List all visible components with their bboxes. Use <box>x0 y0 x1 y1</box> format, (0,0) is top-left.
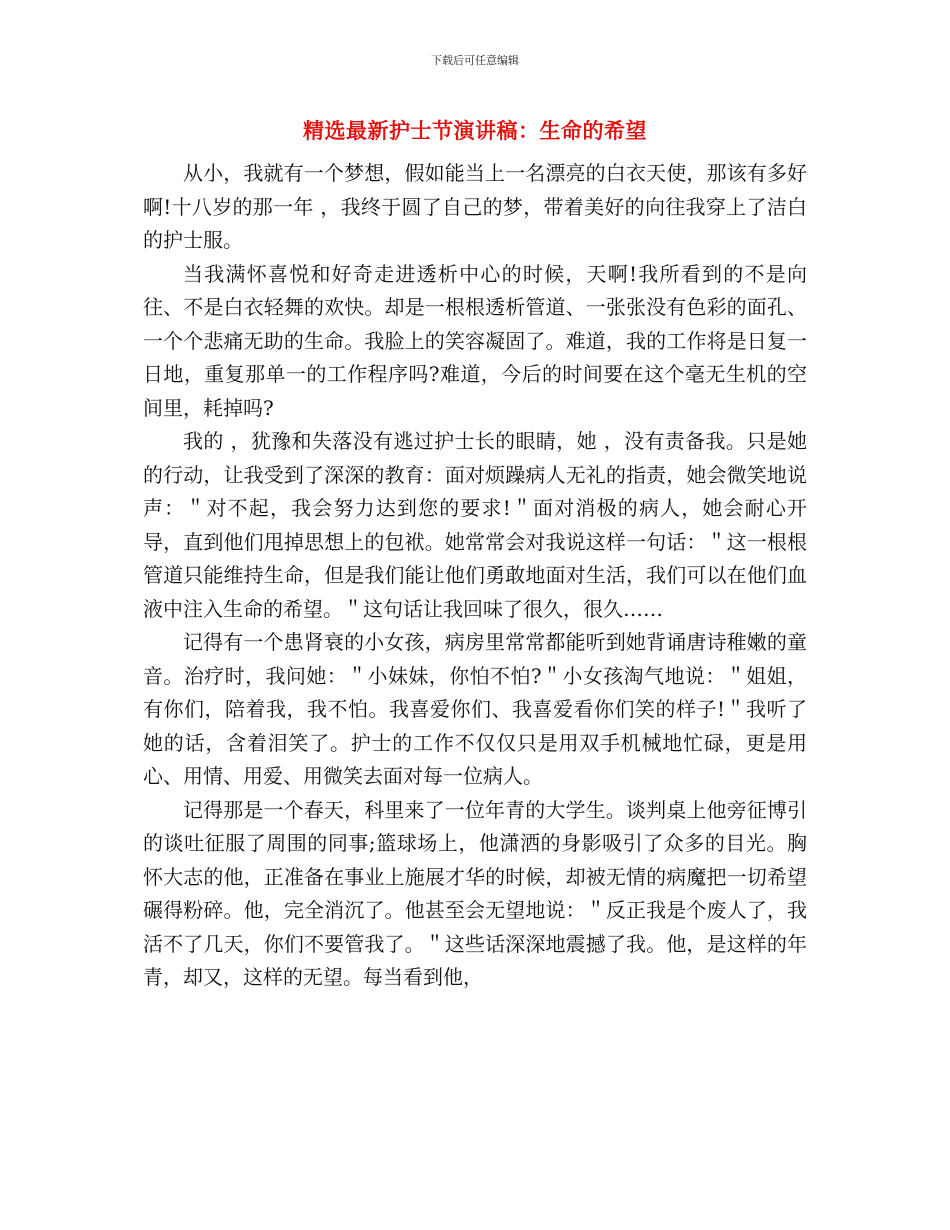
header-note: 下载后可任意编辑 <box>431 54 519 67</box>
paragraph: 当我满怀喜悦和好奇走进透析中心的时候，天啊!我所看到的不是向往、不是白衣轻舞的欢快。却是一根根透析管道、一张张没有色彩的面孔、一个个悲痛无助的生命。我脸上的笑容凝固了。难道，我的工作将是日复一日地，重复那单一的工作程序吗?难道，今后的时间要在这个毫无生机的空间里，耗掉吗? <box>143 261 807 420</box>
document-body <box>143 157 807 995</box>
paragraph: 从小，我就有一个梦想，假如能当上一名漂亮的白衣天使，那该有多好啊!十八岁的那一年 ，我终于圆了自己的梦，带着美好的向往我穿上了洁白的护士服。 <box>143 161 807 252</box>
paragraph: 记得有一个患肾衰的小女孩，病房里常常都能听到她背诵唐诗稚嫩的童音。治疗时，我问她：＂小妹妹，你怕不怕?＂小女孩淘气地说：＂姐姐，有你们，陪着我，我不怕。我喜爱你们、我喜爱看你们笑的样子!＂我听了她的话，含着泪笑了。护士的工作不仅仅只是用双手机械地忙碌，更是用心、用情、用爱、用微笑去面对每一位病人。 <box>143 630 807 788</box>
paragraph: 记得那是一个春天，科里来了一位年青的大学生。谈判桌上他旁征博引的谈吐征服了周围的同事;篮球场上，他潇洒的身影吸引了众多的目光。胸怀大志的他，正准备在事业上施展才华的时候，却被无情的病魔把一切希望碾得粉碎。他，完全消沉了。他甚至会无望地说：＂反正我是个废人了，我活不了几天，你们不要管我了。＂这些话深深地震撼了我。他，是这样的年青，却又，这样的无望。每当看到他， <box>143 797 807 989</box>
document-title: 精选最新护士节演讲稿：生命的希望 <box>303 119 647 143</box>
paragraph: 我的 ，犹豫和失落没有逃过护士长的眼睛，她 ，没有责备我。只是她的行动，让我受到了深深的教育：面对烦躁病人无礼的指责，她会微笑地说声：＂对不起，我会努力达到您的要求!＂面对消极的病人，她会耐心开导，直到他们甩掉思想上的包袱。她常常会对我说这样一句话：＂这一根根管道只能维持生命，但是我们能让他们勇敢地面对生活，我们可以在他们血液中注入生命的希望。＂这句话让我回味了很久，很久…… <box>143 429 807 621</box>
